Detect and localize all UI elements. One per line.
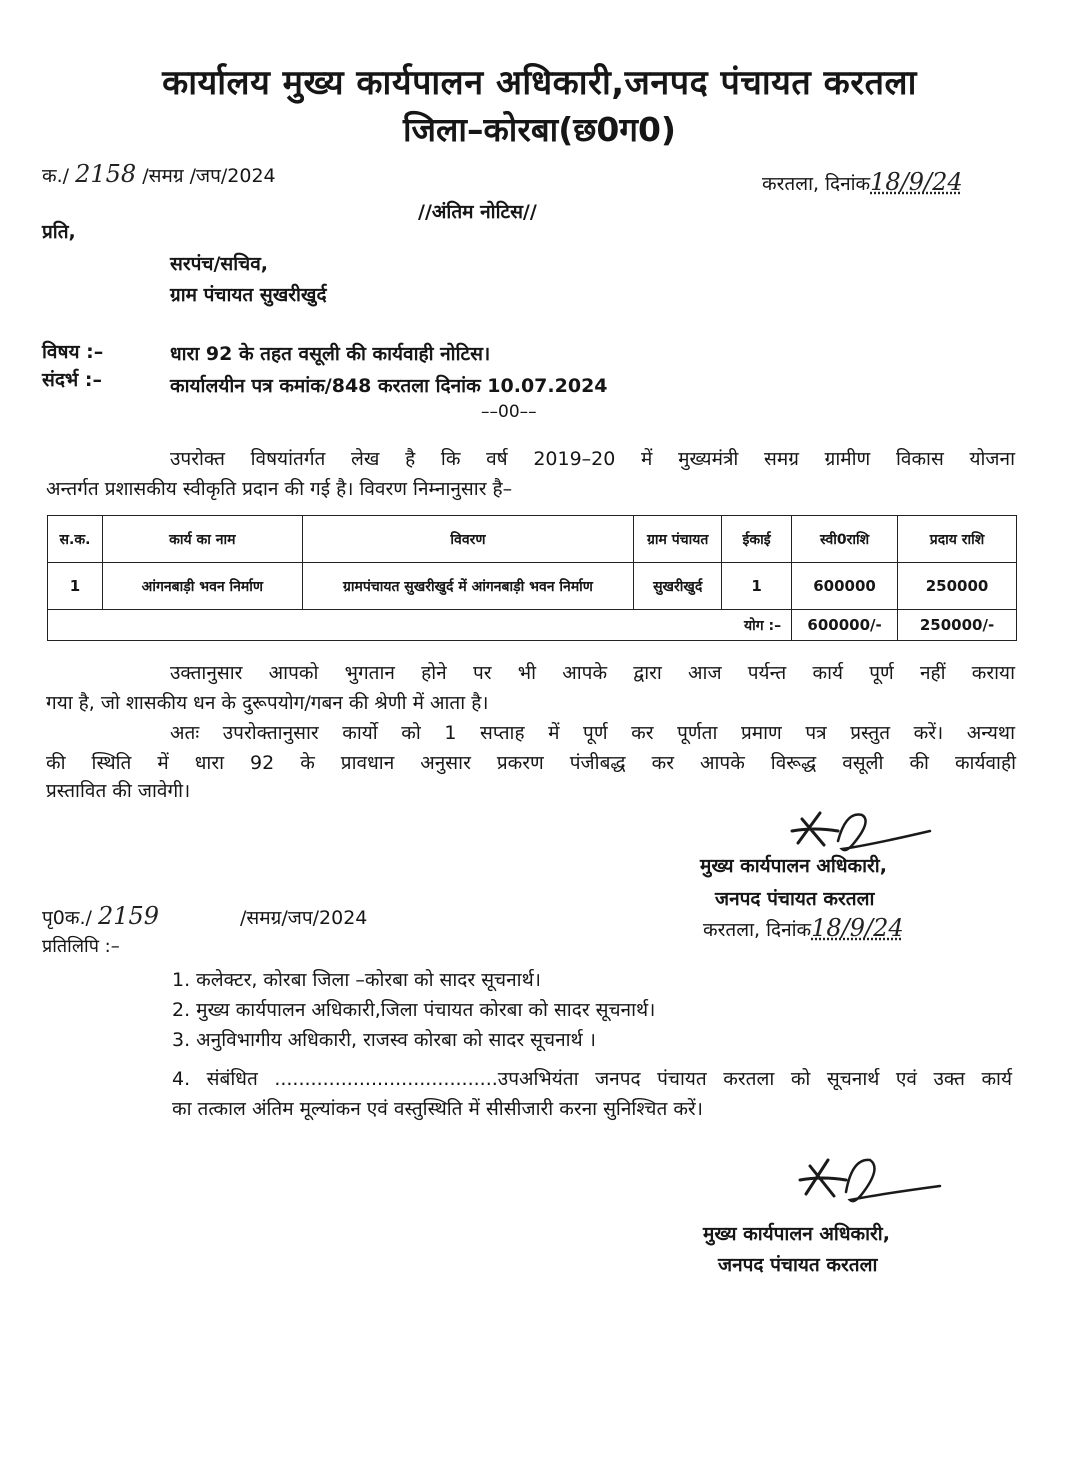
- table-header-row: [48, 516, 1017, 563]
- col-header: ग्राम पंचायत: [634, 516, 722, 563]
- cell-released: 250000: [898, 563, 1017, 610]
- table-total-row: [48, 610, 1017, 641]
- letter-date-label: करतला, दिनांक: [762, 173, 871, 195]
- col-header: ईकाई: [722, 516, 792, 563]
- signature2-office: जनपद पंचायत करतला: [718, 1254, 878, 1276]
- notice-title: //अंतिम नोटिस//: [418, 201, 537, 223]
- copy-item-2: 2. मुख्य कार्यपालन अधिकारी,जिला पंचायत कोरबा को सादर सूचनार्थ।: [172, 999, 656, 1021]
- cell-details: ग्रामपंचायत सुखरीखुर्द में आंगनबाड़ी भवन निर्माण: [302, 563, 634, 610]
- table-row: [48, 563, 1017, 610]
- para3-line2: की स्थिति में धारा 92 के प्रावधान अनुसार प्रकरण पंजीबद्ध कर आपके विरूद्ध वसूली की कार्यवाही: [46, 752, 1016, 774]
- copy-ref-suffix: /समग्र/जप/2024: [240, 907, 368, 929]
- total-sanctioned: 600000/-: [792, 610, 898, 641]
- copy-item-4-line1: 4. संबंधित .....................................उपअभियंता जनपद पंचायत करतला को सूचनार्थ एवं उक्त कार्य: [172, 1068, 1012, 1090]
- addressee-line2: ग्राम पंचायत सुखरीखुर्द: [170, 284, 327, 306]
- col-header: स.क.: [48, 516, 103, 563]
- signature1-office: जनपद पंचायत करतला: [715, 888, 875, 910]
- copy-item-3: 3. अनुविभागीय अधिकारी, राजस्व कोरबा को सादर सूचनार्थ ।: [172, 1029, 596, 1051]
- col-header: कार्य का नाम: [102, 516, 302, 563]
- cell-panchayat: सुखरीखुर्द: [634, 563, 722, 610]
- signature1-date-label: करतला, दिनांक: [703, 919, 812, 941]
- cell-sanctioned: 600000: [792, 563, 898, 610]
- letter-date: [762, 168, 963, 196]
- subject-label: विषय :–: [42, 341, 104, 363]
- total-label: योग :–: [48, 610, 792, 641]
- para3-line1: अतः उपरोक्तानुसार कार्यो को 1 सप्ताह में पूर्ण कर पूर्णता प्रमाण पत्र प्रस्तुत करें। अन्यथा: [170, 722, 1015, 744]
- signature2-title: मुख्य कार्यपालन अधिकारी,: [703, 1223, 890, 1245]
- copy-ref-handwritten: 2159: [97, 902, 160, 930]
- subject-text: धारा 92 के तहत वसूली की कार्यवाही नोटिस।: [170, 343, 491, 365]
- signature1-date-handwritten: 18/9/24: [811, 914, 904, 942]
- office-title: कार्यालय मुख्य कार्यपालन अधिकारी,जनपद पंचायत करतला: [162, 63, 917, 103]
- letter-date-handwritten: 18/9/24: [870, 168, 963, 196]
- separator: ––00––: [481, 402, 537, 422]
- copy-item-1: 1. कलेक्टर, कोरबा जिला –कोरबा को सादर सूचनार्थ।: [172, 969, 541, 991]
- reference-label: संदर्भ :–: [42, 369, 103, 391]
- district-title: जिला–कोरबा(छ0ग0): [402, 110, 677, 149]
- cell-work-name: आंगनबाड़ी भवन निर्माण: [102, 563, 302, 610]
- letter-number-handwritten: 2158: [75, 160, 137, 188]
- copy-item-4-line2: का तत्काल अंतिम मूल्यांकन एवं वस्तुस्थिति में सीसीजारी करना सुनिश्चित करें।: [172, 1098, 703, 1120]
- copy-ref-number: [42, 902, 367, 930]
- letter-number: [42, 160, 276, 188]
- signature1-date: [703, 914, 904, 942]
- signature-mark: [790, 1150, 950, 1220]
- cell-sno: 1: [48, 563, 103, 610]
- addressee-prati: प्रति,: [42, 221, 76, 243]
- addressee-line1: सरपंच/सचिव,: [170, 253, 269, 275]
- para1-line1: उपरोक्त विषयांतर्गत लेख है कि वर्ष 2019–20 में मुख्यमंत्री समग्र ग्रामीण विकास योजना: [170, 448, 1015, 470]
- reference-text: कार्यालयीन पत्र कमांक/848 करतला दिनांक 10.07.2024: [170, 375, 608, 397]
- col-header: स्वी0राशि: [792, 516, 898, 563]
- para3-line3: प्रस्तावित की जावेगी।: [46, 780, 191, 802]
- copy-ref-prefix: पृ0क./: [42, 907, 92, 929]
- col-header: प्रदाय राशि: [898, 516, 1017, 563]
- work-table: [47, 515, 1017, 641]
- cell-unit: 1: [722, 563, 792, 610]
- letter-number-prefix: क./: [42, 165, 70, 187]
- para2-line2: गया है, जो शासकीय धन के दुरूपयोग/गबन की श्रेणी में आता है।: [46, 692, 489, 714]
- para1-line2: अन्तर्गत प्रशासकीय स्वीकृति प्रदान की गई है। विवरण निम्नानुसार है–: [46, 478, 513, 500]
- signature1-title: मुख्य कार्यपालन अधिकारी,: [700, 855, 887, 877]
- copy-label: प्रतिलिपि :–: [42, 936, 120, 957]
- para2-line1: उक्तानुसार आपको भुगतान होने पर भी आपके द्वारा आज पर्यन्त कार्य पूर्ण नहीं कराया: [170, 662, 1015, 684]
- letter-number-suffix: /समग्र /जप/2024: [142, 165, 276, 187]
- total-released: 250000/-: [898, 610, 1017, 641]
- col-header: विवरण: [302, 516, 634, 563]
